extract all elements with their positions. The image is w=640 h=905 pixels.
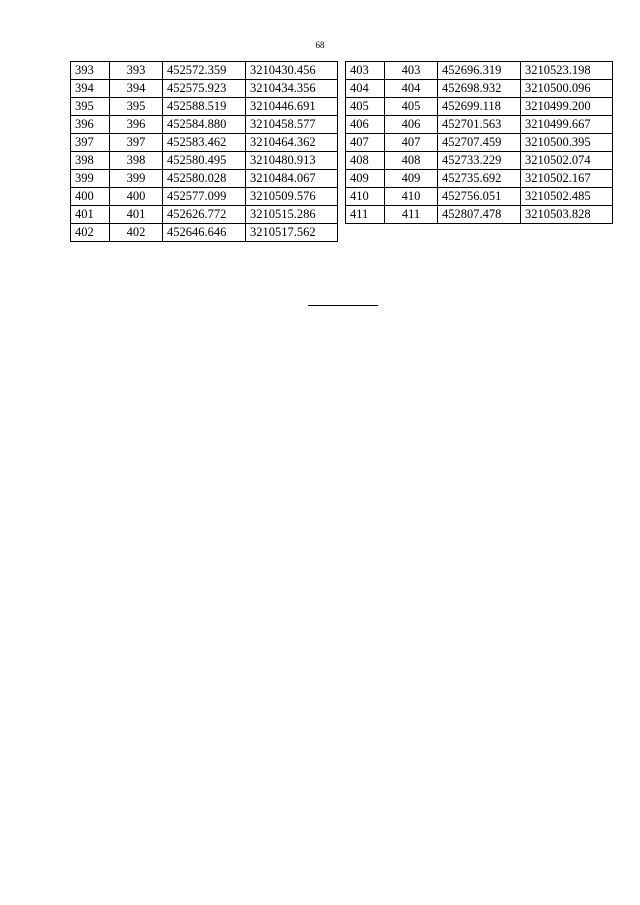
point-number-cell: 404 (346, 80, 385, 98)
point-id-cell: 410 (385, 188, 438, 206)
y-coordinate-cell: 3210502.485 (521, 188, 613, 206)
table-body-left (71, 62, 338, 242)
coordinates-table-right (345, 61, 613, 224)
point-number-cell: 398 (71, 152, 110, 170)
x-coordinate-cell: 452588.519 (163, 98, 246, 116)
point-id-cell: 395 (110, 98, 163, 116)
table-row (346, 80, 613, 98)
point-id-cell: 405 (385, 98, 438, 116)
point-number-cell: 397 (71, 134, 110, 152)
x-coordinate-cell: 452698.932 (438, 80, 521, 98)
page-number: 68 (315, 40, 325, 50)
point-number-cell: 410 (346, 188, 385, 206)
x-coordinate-cell: 452646.646 (163, 224, 246, 242)
y-coordinate-cell: 3210502.167 (521, 170, 613, 188)
y-coordinate-cell: 3210523.198 (521, 62, 613, 80)
y-coordinate-cell: 3210500.096 (521, 80, 613, 98)
table-row (346, 152, 613, 170)
x-coordinate-cell: 452575.923 (163, 80, 246, 98)
x-coordinate-cell: 452756.051 (438, 188, 521, 206)
x-coordinate-cell: 452572.359 (163, 62, 246, 80)
point-number-cell: 403 (346, 62, 385, 80)
x-coordinate-cell: 452580.495 (163, 152, 246, 170)
x-coordinate-cell: 452735.692 (438, 170, 521, 188)
point-id-cell: 409 (385, 170, 438, 188)
y-coordinate-cell: 3210499.667 (521, 116, 613, 134)
point-id-cell: 402 (110, 224, 163, 242)
point-id-cell: 401 (110, 206, 163, 224)
x-coordinate-cell: 452626.772 (163, 206, 246, 224)
table-row (346, 134, 613, 152)
point-id-cell: 411 (385, 206, 438, 224)
x-coordinate-cell: 452583.462 (163, 134, 246, 152)
y-coordinate-cell: 3210517.562 (246, 224, 338, 242)
table-body-right (346, 62, 613, 224)
point-number-cell: 395 (71, 98, 110, 116)
point-id-cell: 399 (110, 170, 163, 188)
point-number-cell: 394 (71, 80, 110, 98)
x-coordinate-cell: 452733.229 (438, 152, 521, 170)
point-number-cell: 407 (346, 134, 385, 152)
point-id-cell: 398 (110, 152, 163, 170)
y-coordinate-cell: 3210480.913 (246, 152, 338, 170)
point-id-cell: 393 (110, 62, 163, 80)
x-coordinate-cell: 452584.880 (163, 116, 246, 134)
point-number-cell: 405 (346, 98, 385, 116)
x-coordinate-cell: 452696.319 (438, 62, 521, 80)
point-number-cell: 400 (71, 188, 110, 206)
x-coordinate-cell: 452580.028 (163, 170, 246, 188)
point-id-cell: 404 (385, 80, 438, 98)
table-row (346, 98, 613, 116)
point-number-cell: 409 (346, 170, 385, 188)
point-number-cell: 401 (71, 206, 110, 224)
point-id-cell: 406 (385, 116, 438, 134)
y-coordinate-cell: 3210484.067 (246, 170, 338, 188)
y-coordinate-cell: 3210464.362 (246, 134, 338, 152)
table-row (71, 80, 338, 98)
x-coordinate-cell: 452701.563 (438, 116, 521, 134)
table-row (346, 116, 613, 134)
point-id-cell: 403 (385, 62, 438, 80)
x-coordinate-cell: 452699.118 (438, 98, 521, 116)
x-coordinate-cell: 452707.459 (438, 134, 521, 152)
y-coordinate-cell: 3210502.074 (521, 152, 613, 170)
x-coordinate-cell: 452807.478 (438, 206, 521, 224)
table-row (71, 98, 338, 116)
y-coordinate-cell: 3210515.286 (246, 206, 338, 224)
point-id-cell: 407 (385, 134, 438, 152)
point-number-cell: 393 (71, 62, 110, 80)
point-id-cell: 408 (385, 152, 438, 170)
table-row (71, 62, 338, 80)
y-coordinate-cell: 3210434.356 (246, 80, 338, 98)
x-coordinate-cell: 452577.099 (163, 188, 246, 206)
point-number-cell: 406 (346, 116, 385, 134)
point-number-cell: 396 (71, 116, 110, 134)
y-coordinate-cell: 3210458.577 (246, 116, 338, 134)
point-id-cell: 394 (110, 80, 163, 98)
y-coordinate-cell: 3210499.200 (521, 98, 613, 116)
table-row (346, 206, 613, 224)
point-number-cell: 399 (71, 170, 110, 188)
table-row (71, 206, 338, 224)
point-id-cell: 397 (110, 134, 163, 152)
point-id-cell: 400 (110, 188, 163, 206)
y-coordinate-cell: 3210500.395 (521, 134, 613, 152)
table-row (71, 134, 338, 152)
y-coordinate-cell: 3210503.828 (521, 206, 613, 224)
table-row (71, 224, 338, 242)
table-row (71, 116, 338, 134)
point-number-cell: 408 (346, 152, 385, 170)
table-row (71, 152, 338, 170)
point-id-cell: 396 (110, 116, 163, 134)
end-of-document-rule (308, 305, 378, 306)
table-row (346, 170, 613, 188)
y-coordinate-cell: 3210446.691 (246, 98, 338, 116)
point-number-cell: 411 (346, 206, 385, 224)
y-coordinate-cell: 3210430.456 (246, 62, 338, 80)
coordinates-table-left (70, 61, 338, 242)
y-coordinate-cell: 3210509.576 (246, 188, 338, 206)
table-row (346, 188, 613, 206)
table-row (71, 170, 338, 188)
table-row (71, 188, 338, 206)
point-number-cell: 402 (71, 224, 110, 242)
table-row (346, 62, 613, 80)
